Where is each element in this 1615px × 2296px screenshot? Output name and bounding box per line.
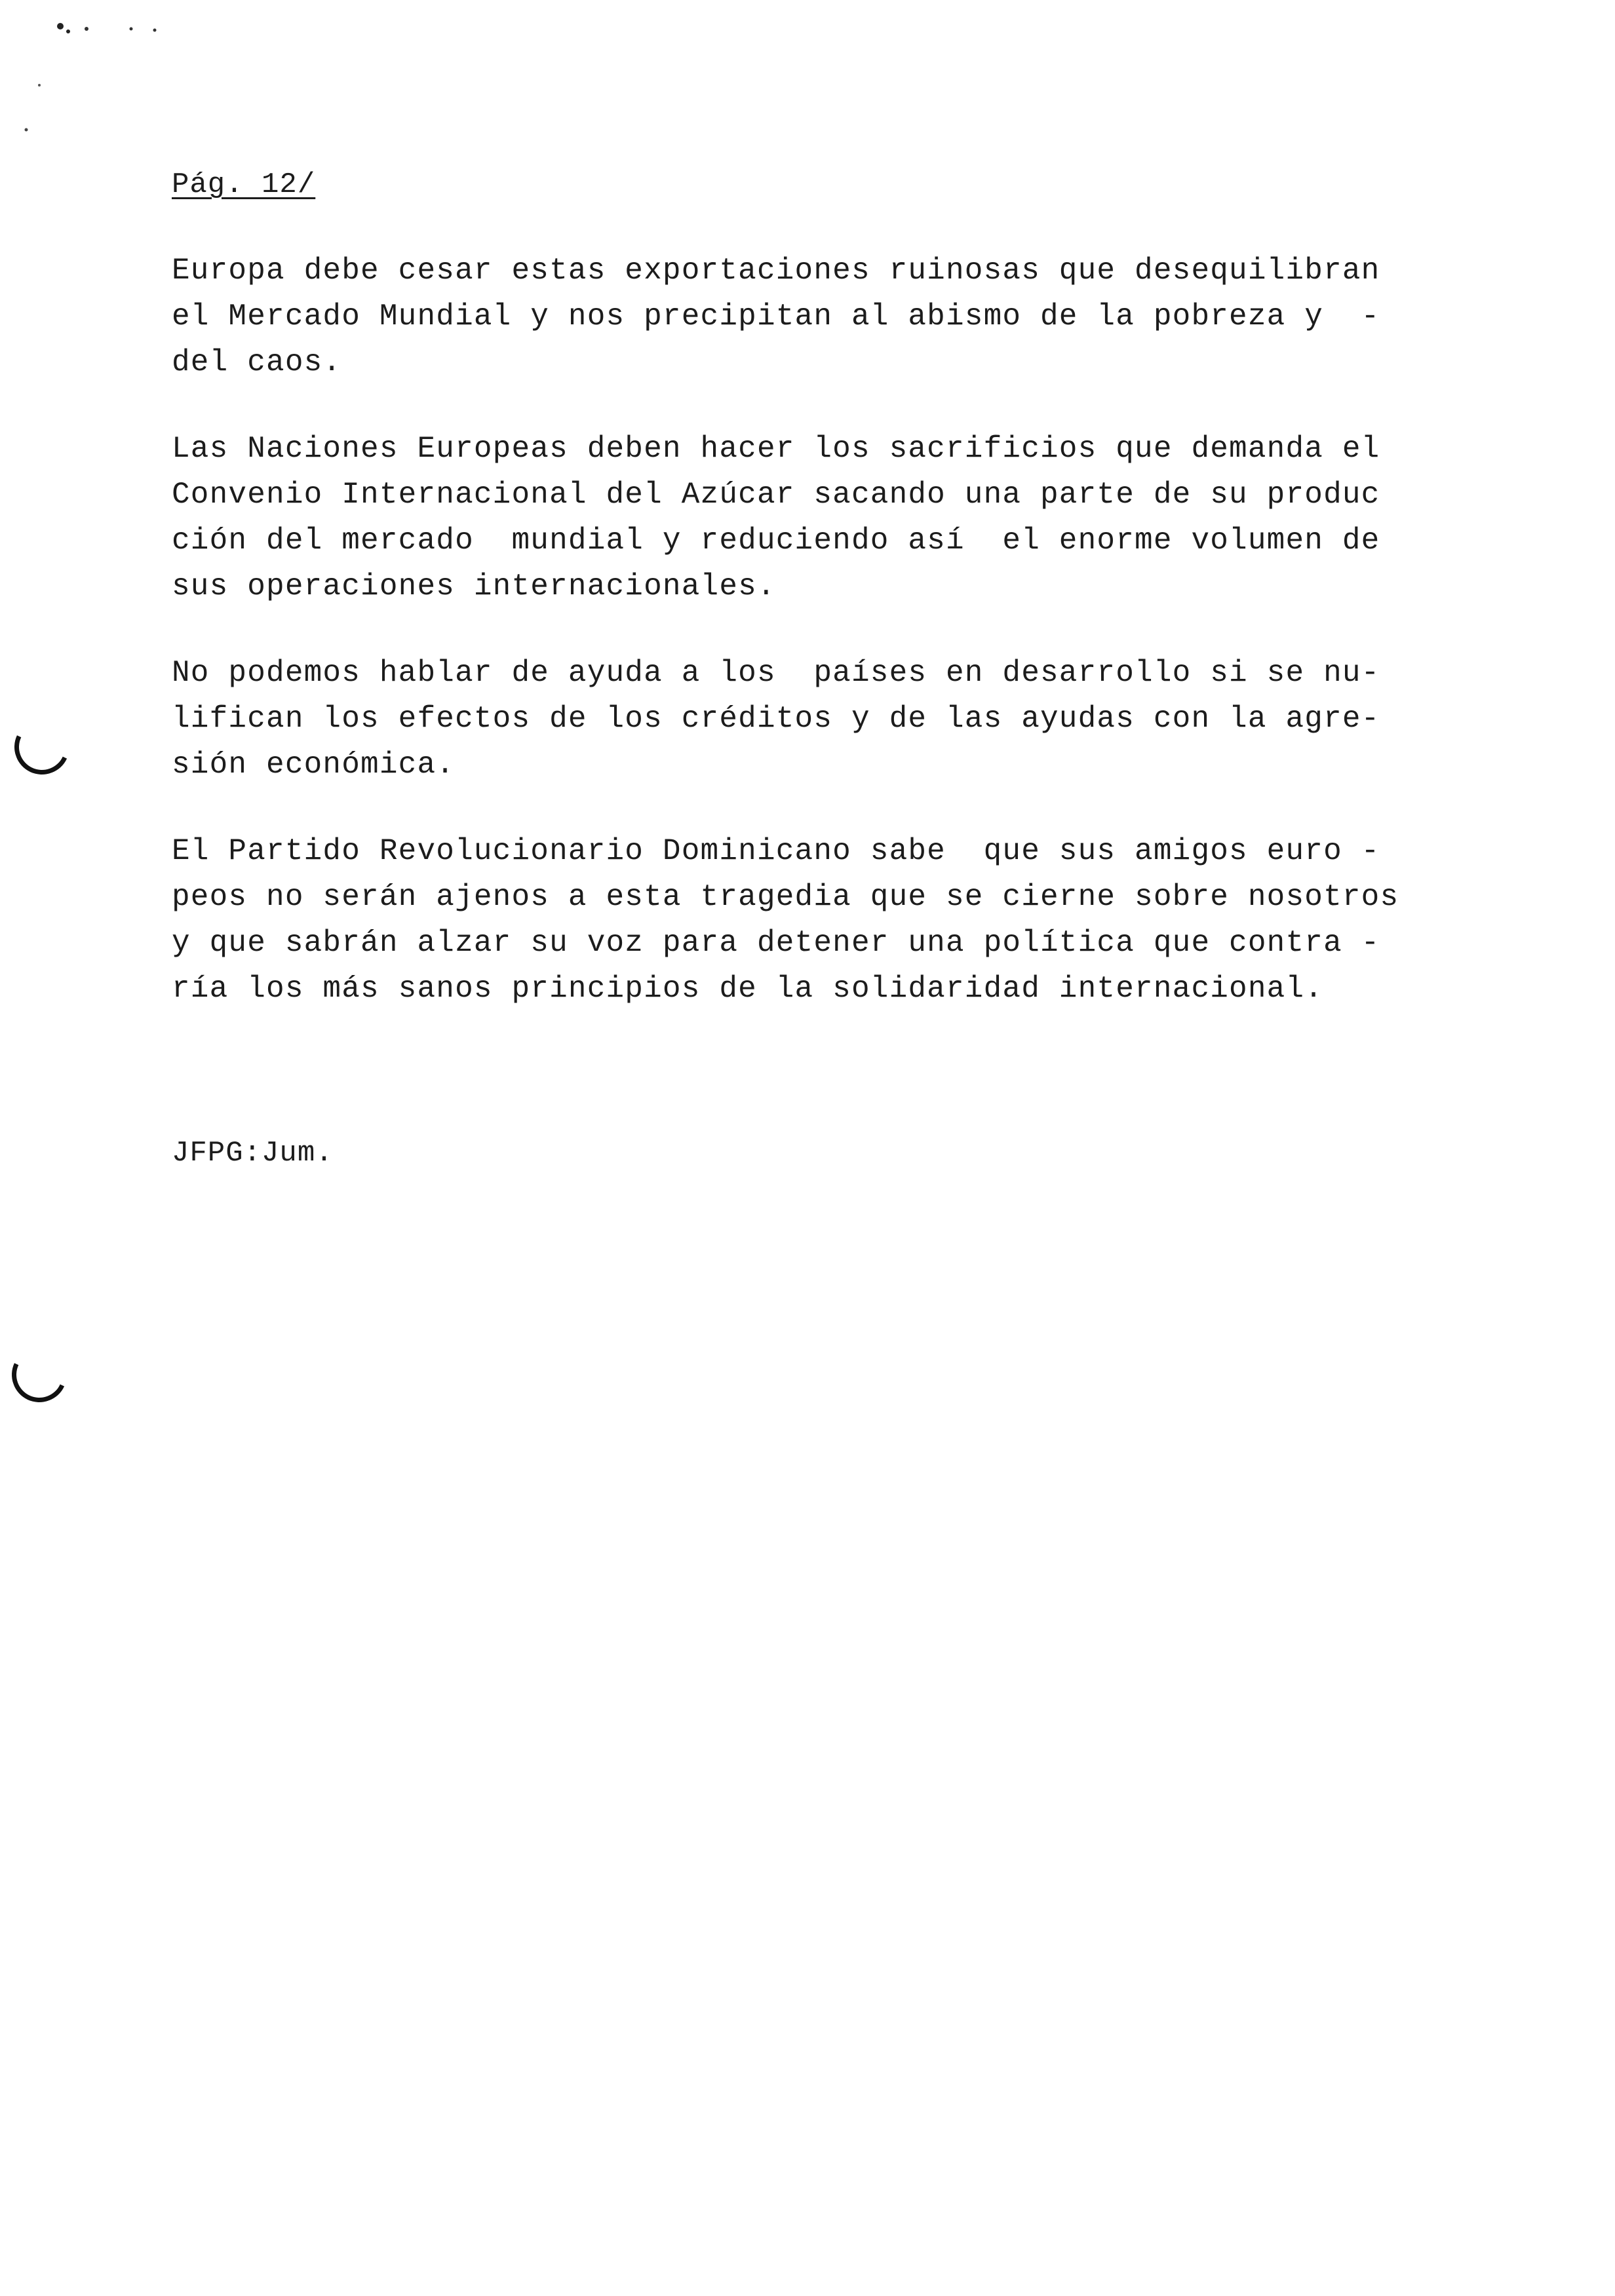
letter-body [172, 248, 1483, 1052]
text-line: Convenio Internacional del Azúcar sacando una parte de su produc [172, 478, 1380, 512]
text-line: No podemos hablar de ayuda a los países en desarrollo si se nu- [172, 656, 1380, 690]
text-line: Europa debe cesar estas exportaciones ruinosas que desequilibran [172, 254, 1380, 288]
punch-hole-mark [7, 712, 77, 782]
text-line: sión económica. [172, 748, 456, 782]
text-line: Las Naciones Europeas deben hacer los sacrificios que demanda el [172, 432, 1380, 466]
text-line: sus operaciones internacionales. [172, 569, 776, 603]
text-line: el Mercado Mundial y nos precipitan al abismo de la pobreza y - [172, 299, 1380, 334]
paragraph-4 [172, 828, 1483, 1012]
text-line: lifican los efectos de los créditos y de las ayudas con la agre- [172, 702, 1380, 736]
text-line: peos no serán ajenos a esta tragedia que se cierne sobre nosotros [172, 880, 1399, 914]
paragraph-1 [172, 248, 1483, 385]
text-line: ción del mercado mundial y reduciendo así el enorme volumen de [172, 524, 1380, 558]
text-line: del caos. [172, 345, 342, 379]
punch-hole-mark [4, 1339, 75, 1410]
text-line: El Partido Revolucionario Dominicano sabe que sus amigos euro - [172, 834, 1380, 868]
paragraph-3 [172, 650, 1483, 788]
text-line: ría los más sanos principios de la solidaridad internacional. [172, 972, 1324, 1006]
scan-specks [0, 0, 197, 157]
text-line: y que sabrán alzar su voz para detener una política que contra - [172, 926, 1380, 960]
reference-initials: JFPG:Jum. [172, 1137, 334, 1170]
paragraph-2 [172, 426, 1483, 609]
page-number-header: Pág. 12/ [172, 168, 316, 201]
